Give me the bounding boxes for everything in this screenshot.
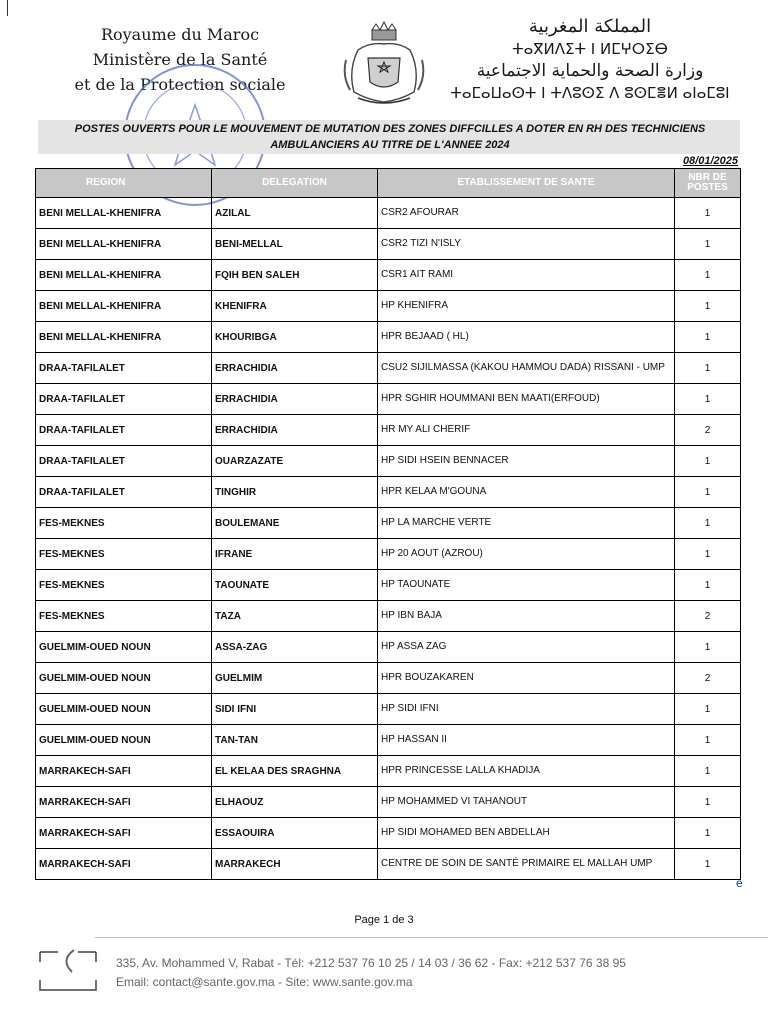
cell-postes: 1 bbox=[675, 291, 741, 322]
header-left-line-2: Ministère de la Santé bbox=[92, 50, 268, 69]
footer-email-site: Email: contact@sante.gov.ma - Site: www.sante.gov.ma bbox=[116, 975, 413, 989]
header-left-line-3: et de la Protection sociale bbox=[74, 75, 286, 94]
cell-etablissement: CENTRE DE SOIN DE SANTÉ PRIMAIRE EL MALLAH UMP bbox=[378, 849, 675, 880]
cell-delegation: TAOUNATE bbox=[212, 570, 378, 601]
cell-delegation: MARRAKECH bbox=[212, 849, 378, 880]
cell-postes: 1 bbox=[675, 818, 741, 849]
cell-region: MARRAKECH-SAFI bbox=[36, 756, 212, 787]
cell-postes: 1 bbox=[675, 787, 741, 818]
cell-region: BENI MELLAL-KHENIFRA bbox=[36, 198, 212, 229]
footer-address: 335, Av. Mohammed V, Rabat - Tél: +212 537 76 10 25 / 14 03 / 36 62 - Fax: +212 537 76 38 95 bbox=[116, 956, 626, 970]
cell-etablissement: HP SIDI HSEIN BENNACER bbox=[378, 446, 675, 477]
header-right-line-3: وزارة الصحة والحماية الاجتماعية bbox=[476, 61, 704, 81]
table-row bbox=[36, 477, 741, 508]
table-row bbox=[36, 539, 741, 570]
cell-postes: 1 bbox=[675, 477, 741, 508]
cell-delegation: ESSAOUIRA bbox=[212, 818, 378, 849]
cell-etablissement: CSR1 AIT RAMI bbox=[378, 260, 675, 291]
table-row bbox=[36, 632, 741, 663]
cell-region: GUELMIM-OUED NOUN bbox=[36, 694, 212, 725]
cell-delegation: OUARZAZATE bbox=[212, 446, 378, 477]
cell-region: GUELMIM-OUED NOUN bbox=[36, 725, 212, 756]
table-row bbox=[36, 849, 741, 880]
moroccan-coat-of-arms-icon bbox=[338, 20, 430, 106]
cell-delegation: BENI-MELLAL bbox=[212, 229, 378, 260]
document-title: POSTES OUVERTS POUR LE MOUVEMENT DE MUTATION DES ZONES DIFFCILLES A DOTER EN RH DES TECHNICIENS AMBULANCIERS AU TITRE DE L'ANNEE 2024 bbox=[74, 123, 706, 151]
cell-region: MARRAKECH-SAFI bbox=[36, 818, 212, 849]
page-number: Page 1 de 3 bbox=[354, 914, 414, 926]
cell-delegation: ELHAOUZ bbox=[212, 787, 378, 818]
cell-region: BENI MELLAL-KHENIFRA bbox=[36, 229, 212, 260]
cell-delegation: BOULEMANE bbox=[212, 508, 378, 539]
header-right bbox=[440, 16, 740, 104]
cell-postes: 1 bbox=[675, 353, 741, 384]
column-header-delegation: DELEGATION bbox=[212, 169, 378, 198]
cell-delegation: ASSA-ZAG bbox=[212, 632, 378, 663]
cell-delegation: KHENIFRA bbox=[212, 291, 378, 322]
cell-region: DRAA-TAFILALET bbox=[36, 446, 212, 477]
cell-postes: 2 bbox=[675, 601, 741, 632]
cell-delegation: FQIH BEN SALEH bbox=[212, 260, 378, 291]
cell-etablissement: HP 20 AOUT (AZROU) bbox=[378, 539, 675, 570]
footer-contact bbox=[116, 954, 626, 992]
cell-region: DRAA-TAFILALET bbox=[36, 477, 212, 508]
cell-etablissement: CSR2 TIZI N'ISLY bbox=[378, 229, 675, 260]
cell-etablissement: HPR SGHIR HOUMMANI BEN MAATI(ERFOUD) bbox=[378, 384, 675, 415]
cell-etablissement: HP IBN BAJA bbox=[378, 601, 675, 632]
column-header-region: REGION bbox=[36, 169, 212, 198]
column-header-nbr-postes: NBR DE POSTES bbox=[675, 169, 741, 198]
table-row bbox=[36, 353, 741, 384]
table-row bbox=[36, 291, 741, 322]
table-row bbox=[36, 601, 741, 632]
cell-region: GUELMIM-OUED NOUN bbox=[36, 632, 212, 663]
cell-region: FES-MEKNES bbox=[36, 508, 212, 539]
cell-etablissement: HP KHENIFRA bbox=[378, 291, 675, 322]
header-right-line-1: المملكة المغربية bbox=[528, 16, 652, 37]
cell-region: DRAA-TAFILALET bbox=[36, 353, 212, 384]
table-row bbox=[36, 694, 741, 725]
cell-region: MARRAKECH-SAFI bbox=[36, 849, 212, 880]
cell-postes: 1 bbox=[675, 570, 741, 601]
cell-etablissement: HP SIDI MOHAMED BEN ABDELLAH bbox=[378, 818, 675, 849]
cell-etablissement: HP TAOUNATE bbox=[378, 570, 675, 601]
cell-postes: 1 bbox=[675, 322, 741, 353]
header-right-line-4: ⵜⴰⵎⴰⵡⴰⵙⵜ ⵏ ⵜⴷⵓⵙⵉ ⴷ ⵓⵙⵎⴻⵍ ⴰⵏⴰⵎⵓⵏ bbox=[450, 84, 730, 102]
cell-postes: 1 bbox=[675, 849, 741, 880]
cell-delegation: ERRACHIDIA bbox=[212, 353, 378, 384]
page-edge-mark bbox=[7, 0, 8, 16]
cell-region: FES-MEKNES bbox=[36, 539, 212, 570]
cell-postes: 1 bbox=[675, 229, 741, 260]
cell-etablissement: HR MY ALI CHERIF bbox=[378, 415, 675, 446]
cell-postes: 1 bbox=[675, 508, 741, 539]
header-right-line-2: ⵜⴰⴳⵍⴷⵉⵜ ⵏ ⵍⵎⵖⵔⵉⴱ bbox=[512, 40, 668, 58]
cell-delegation: TAN-TAN bbox=[212, 725, 378, 756]
cell-postes: 1 bbox=[675, 260, 741, 291]
column-header-etablissement: ETABLISSEMENT DE SANTE bbox=[378, 169, 675, 198]
cell-delegation: ERRACHIDIA bbox=[212, 384, 378, 415]
cell-delegation: ERRACHIDIA bbox=[212, 415, 378, 446]
cell-etablissement: HP HASSAN II bbox=[378, 725, 675, 756]
cell-postes: 2 bbox=[675, 415, 741, 446]
ministry-logo-icon bbox=[38, 946, 98, 994]
table-row bbox=[36, 415, 741, 446]
cell-postes: 1 bbox=[675, 539, 741, 570]
cell-etablissement: CSU2 SIJILMASSA (KAKOU HAMMOU DADA) RISSANI - UMP bbox=[378, 353, 675, 384]
cell-region: BENI MELLAL-KHENIFRA bbox=[36, 260, 212, 291]
cell-etablissement: HP MOHAMMED VI TAHANOUT bbox=[378, 787, 675, 818]
table-row bbox=[36, 787, 741, 818]
cell-region: FES-MEKNES bbox=[36, 601, 212, 632]
table-row bbox=[36, 570, 741, 601]
table-row bbox=[36, 260, 741, 291]
cell-region: GUELMIM-OUED NOUN bbox=[36, 663, 212, 694]
cell-etablissement: HP LA MARCHE VERTE bbox=[378, 508, 675, 539]
document-date: 08/01/2025 bbox=[682, 155, 738, 167]
cell-postes: 1 bbox=[675, 632, 741, 663]
cell-delegation: IFRANE bbox=[212, 539, 378, 570]
table-row bbox=[36, 663, 741, 694]
header-left-line-1: Royaume du Maroc bbox=[100, 25, 260, 44]
footer-divider bbox=[95, 937, 768, 938]
table-row bbox=[36, 229, 741, 260]
table-header-row bbox=[36, 169, 741, 198]
cell-delegation: GUELMIM bbox=[212, 663, 378, 694]
table-row bbox=[36, 818, 741, 849]
cell-delegation: TINGHIR bbox=[212, 477, 378, 508]
cell-region: DRAA-TAFILALET bbox=[36, 415, 212, 446]
cell-region: BENI MELLAL-KHENIFRA bbox=[36, 291, 212, 322]
cell-postes: 1 bbox=[675, 756, 741, 787]
cell-etablissement: CSR2 AFOURAR bbox=[378, 198, 675, 229]
table-row bbox=[36, 198, 741, 229]
pen-mark: e bbox=[736, 876, 743, 890]
cell-etablissement: HP ASSA ZAG bbox=[378, 632, 675, 663]
table-row bbox=[36, 756, 741, 787]
cell-postes: 1 bbox=[675, 198, 741, 229]
cell-region: MARRAKECH-SAFI bbox=[36, 787, 212, 818]
cell-postes: 1 bbox=[675, 725, 741, 756]
cell-delegation: KHOURIBGA bbox=[212, 322, 378, 353]
cell-delegation: TAZA bbox=[212, 601, 378, 632]
table-row bbox=[36, 322, 741, 353]
cell-postes: 2 bbox=[675, 663, 741, 694]
cell-region: DRAA-TAFILALET bbox=[36, 384, 212, 415]
postes-table bbox=[35, 168, 741, 880]
cell-etablissement: HPR PRINCESSE LALLA KHADIJA bbox=[378, 756, 675, 787]
table-row bbox=[36, 384, 741, 415]
cell-postes: 1 bbox=[675, 384, 741, 415]
cell-etablissement: HP SIDI IFNI bbox=[378, 694, 675, 725]
cell-postes: 1 bbox=[675, 446, 741, 477]
cell-delegation: EL KELAA DES SRAGHNA bbox=[212, 756, 378, 787]
cell-region: BENI MELLAL-KHENIFRA bbox=[36, 322, 212, 353]
table-row bbox=[36, 508, 741, 539]
cell-etablissement: HPR BEJAAD ( HL) bbox=[378, 322, 675, 353]
cell-delegation: SIDI IFNI bbox=[212, 694, 378, 725]
table-row bbox=[36, 446, 741, 477]
cell-delegation: AZILAL bbox=[212, 198, 378, 229]
table-row bbox=[36, 725, 741, 756]
cell-region: FES-MEKNES bbox=[36, 570, 212, 601]
cell-etablissement: HPR BOUZAKAREN bbox=[378, 663, 675, 694]
cell-etablissement: HPR KELAA M'GOUNA bbox=[378, 477, 675, 508]
cell-postes: 1 bbox=[675, 694, 741, 725]
